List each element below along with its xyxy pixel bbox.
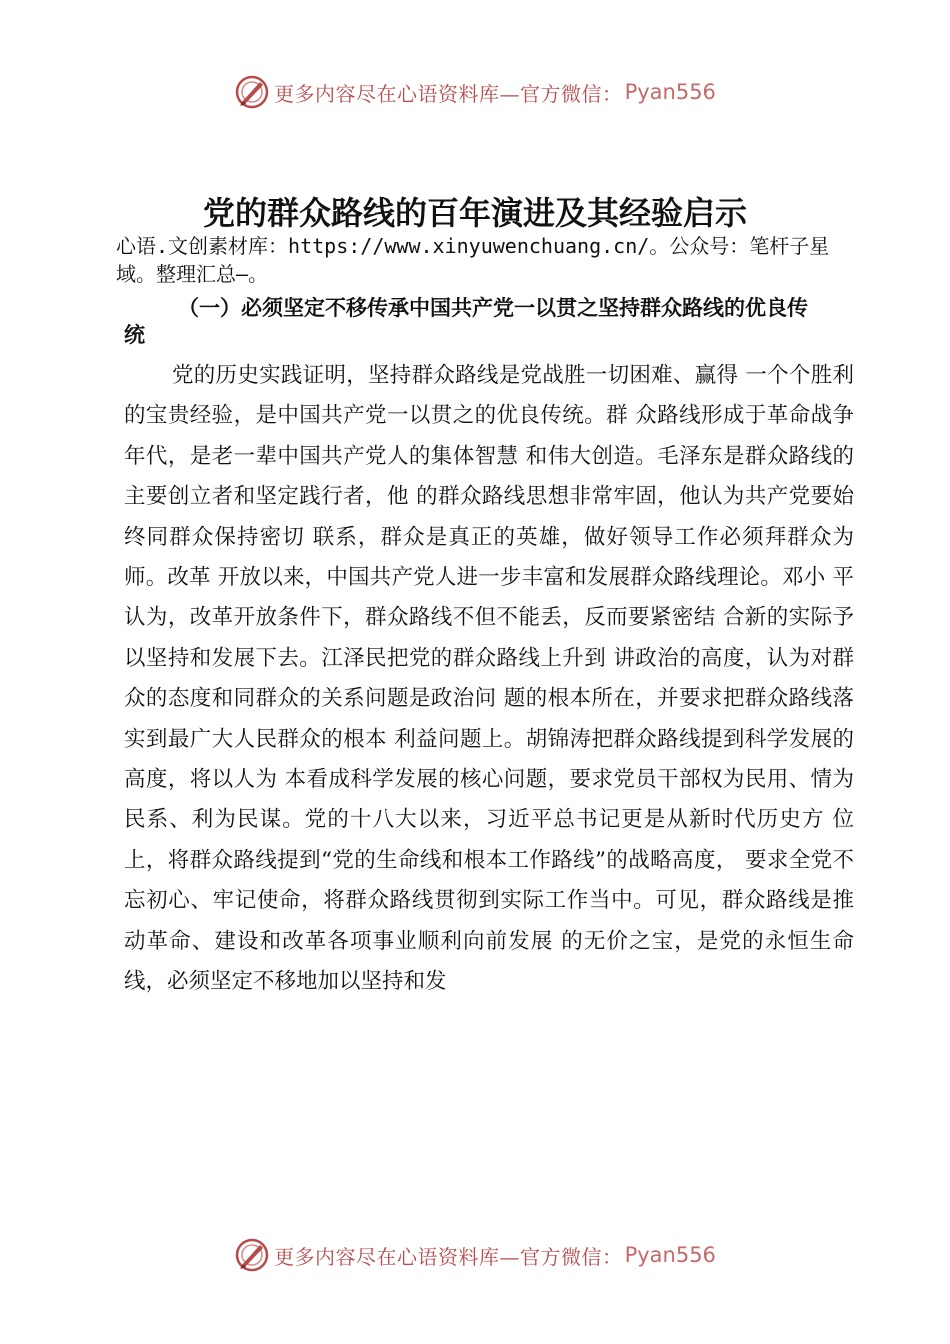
footer-banner (0, 1233, 950, 1277)
banner-text: 更多内容尽在心语资料库—官方微信： (274, 1244, 623, 1269)
brush-logo-icon (234, 1237, 270, 1273)
page-title: 党的群众路线的百年演进及其经验启示 (202, 194, 747, 232)
brush-logo-icon (234, 74, 270, 110)
body-paragraph: 党的历史实践证明，坚持群众路线是党战胜一切困难、赢得 一个个胜利的宝贵经验，是中国共产党一以贯之的优良传统。群 众路线形成于革命战争年代，是老一辈中国共产党人的集体智慧 和伟大创造。毛泽东是群众路线的主要创立者和坚定践行者，他 的群众路线思想非常牢固，他认为共产党要始终同群众保持密切 联系，群众是真正的英雄，做好领导工作必须拜群众为师。改革 开放以来，中国共产党人进一步丰富和发展群众路线理论。邓小 平认为，改革开放条件下，群众路线不但不能丢，反而要紧密结 合新的实际予以坚持和发展下去。江泽民把党的群众路线上升到 讲政治的高度，认为对群众的态度和同群众的关系问题是政治问 题的根本所在，并要求把群众路线落实到最广大人民群众的根本 利益问题上。胡锦涛把群众路线提到科学发展的高度，将以人为 本看成科学发展的核心问题，要求党员干部权为民用、情为民系、利为民谋。党的十八大以来，习近平总书记更是从新时代历史方 位上，将群众路线提到“党的生命线和根本工作路线”的战略高度， 要求全党不忘初心、牢记使命，将群众路线贯彻到实际工作当中。可见，群众路线是推动革命、建设和改革各项事业顺利向前发展 的无价之宝，是党的永恒生命线，必须坚定不移地加以坚持和发 (124, 363, 854, 995)
banner-wechat-id: Pyan556 (624, 1243, 716, 1267)
header-banner (0, 70, 950, 114)
banner-text: 更多内容尽在心语资料库—官方微信： (274, 81, 623, 106)
source-note: 心语.文创素材库：https://www.xinyuwenchuang.cn/。公众号：笔杆子星域。整理汇总—。 (116, 234, 830, 286)
banner-wechat-id: Pyan556 (624, 80, 716, 104)
section-heading: （一）必须坚定不移传承中国共产党一以贯之坚持群众路线的优良传统 (124, 296, 808, 347)
